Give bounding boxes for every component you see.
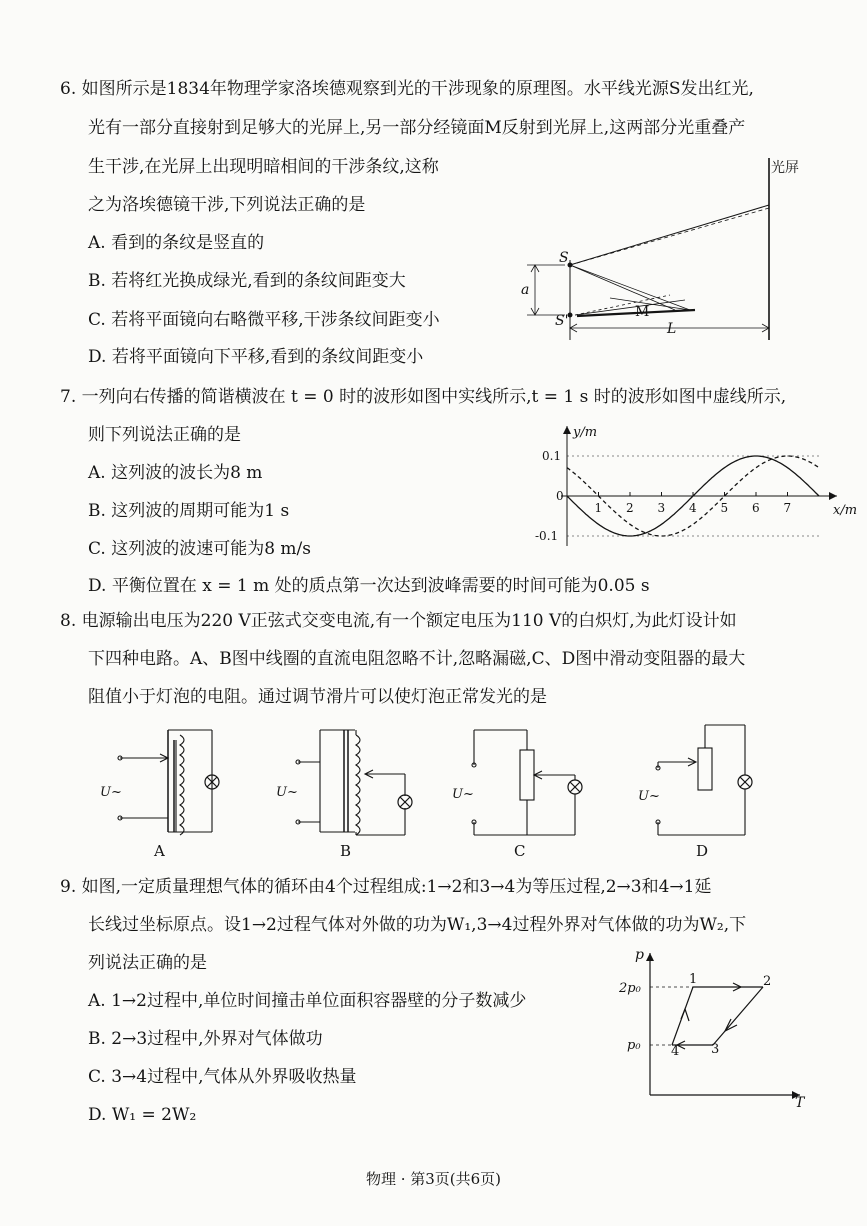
q6-option-d: D. 若将平面镜向下平移,看到的条纹间距变小 <box>88 347 424 367</box>
label-c: C <box>514 842 526 860</box>
lamp-b-icon <box>398 795 412 809</box>
source-d-label: U~ <box>638 789 660 804</box>
p-axis-arrow <box>646 953 654 961</box>
circuit-d <box>656 725 745 835</box>
state-1: 1 <box>689 972 698 987</box>
screen-label: 光屏 <box>771 160 799 176</box>
source-a-label: U~ <box>100 785 122 800</box>
lamp-c-icon <box>568 780 582 794</box>
circuit-diagrams <box>90 720 790 860</box>
x-tick-label: 7 <box>783 501 792 515</box>
x-tick-label: 5 <box>720 501 729 515</box>
distance-a-label: a <box>521 282 530 298</box>
y-axis-label: y/m <box>573 425 598 440</box>
q9-option-a: A. 1→2过程中,单位时间撞击单位面积容器壁的分子数减少 <box>88 991 527 1011</box>
q6-option-c: C. 若将平面镜向右略微平移,干涉条纹间距变小 <box>88 310 440 330</box>
x-tick-label: 1 <box>594 501 603 515</box>
q7-option-b: B. 这列波的周期可能为1 s <box>88 501 290 521</box>
x-axis-arrow <box>829 492 837 500</box>
state-3: 3 <box>711 1042 720 1057</box>
y-tick-label: 0.1 <box>542 449 562 463</box>
q9-option-d: D. W₁ = 2W₂ <box>88 1105 197 1125</box>
p-tick-2p0: 2p₀ <box>619 981 641 996</box>
label-a: A <box>154 842 165 860</box>
q8-stem-line-3: 阻值小于灯泡的电阻。通过调节滑片可以使灯泡正常发光的是 <box>88 687 547 707</box>
state-2: 2 <box>763 974 772 989</box>
y-axis-arrow <box>563 426 571 434</box>
q9-option-b: B. 2→3过程中,外界对气体做功 <box>88 1029 323 1049</box>
q7-option-a: A. 这列波的波长为8 m <box>88 463 263 483</box>
y-tick-label: -0.1 <box>535 529 559 543</box>
source-c-label: U~ <box>452 787 474 802</box>
q8-stem-line-1: 8. 电源输出电压为220 V正弦式交变电流,有一个额定电压为110 V的白炽灯,为此灯设计如 <box>60 611 737 631</box>
mirror-label: M <box>635 304 650 320</box>
pt-cycle-diagram <box>615 945 815 1111</box>
q6-stem-line-2: 光有一部分直接射到足够大的光屏上,另一部分经镜面M反射到光屏上,这两部分光重叠产 <box>88 118 746 138</box>
q6-option-b: B. 若将红光换成绿光,看到的条纹间距变大 <box>88 271 406 291</box>
q7-option-d: D. 平衡位置在 x = 1 m 处的质点第一次达到波峰需要的时间可能为0.05 s <box>88 576 650 596</box>
q8-stem-line-2: 下四种电路。A、B图中线圈的直流电阻忽略不计,忽略漏磁,C、D图中滑动变阻器的最大 <box>88 649 746 669</box>
y-tick-label: 0 <box>556 489 564 503</box>
circuit-a <box>118 730 212 835</box>
state-4: 4 <box>671 1044 680 1059</box>
q6-stem-line-4: 之为洛埃德镜干涉,下列说法正确的是 <box>88 195 366 215</box>
q9-stem-line-1: 9. 如图,一定质量理想气体的循环由4个过程组成:1→2和3→4为等压过程,2→3和4→1延 <box>60 877 712 897</box>
q6-stem-line-1: 6. 如图所示是1834年物理学家洛埃德观察到光的干涉现象的原理图。水平线光源S发出红光, <box>60 79 754 99</box>
s-prime-label: S' <box>555 313 569 329</box>
q7-stem-line-1: 7. 一列向右传播的简谐横波在 t = 0 时的波形如图中实线所示,t = 1 s 时的波形如图中虚线所示, <box>60 387 787 407</box>
label-b: B <box>340 842 352 860</box>
source-b-label: U~ <box>276 785 298 800</box>
p-axis-label: p <box>635 947 644 963</box>
q6-stem-line-3: 生干涉,在光屏上出现明暗相间的干涉条纹,这称 <box>88 157 439 177</box>
s-label: S <box>559 250 569 266</box>
p-tick-p0: p₀ <box>627 1038 641 1053</box>
x-axis-label: x/m <box>833 503 858 518</box>
q9-stem-line-2: 长线过坐标原点。设1→2过程气体对外做的功为W₁,3→4过程外界对气体做的功为W₂,下 <box>88 915 747 935</box>
label-d: D <box>696 842 709 860</box>
circuit-b <box>296 730 405 835</box>
q9-stem-line-3: 列说法正确的是 <box>88 953 207 973</box>
lamp-d-icon <box>738 775 752 789</box>
x-tick-label: 4 <box>689 501 697 515</box>
circuit-c <box>472 730 575 835</box>
q7-stem-line-2: 则下列说法正确的是 <box>88 425 241 445</box>
page-footer: 物理 · 第3页(共6页) <box>365 1170 502 1188</box>
t-axis-label: T <box>795 1095 805 1111</box>
q7-option-c: C. 这列波的波速可能为8 m/s <box>88 539 312 559</box>
x-tick-label: 6 <box>752 501 760 515</box>
wave-chart <box>525 420 858 570</box>
distance-l-label: L <box>667 321 677 337</box>
x-tick-label: 2 <box>626 501 634 515</box>
q6-option-a: A. 看到的条纹是竖直的 <box>88 233 265 253</box>
q9-option-c: C. 3→4过程中,气体从外界吸收热量 <box>88 1067 357 1087</box>
lloyd-mirror-diagram <box>515 150 815 350</box>
x-tick-label: 3 <box>657 501 666 515</box>
